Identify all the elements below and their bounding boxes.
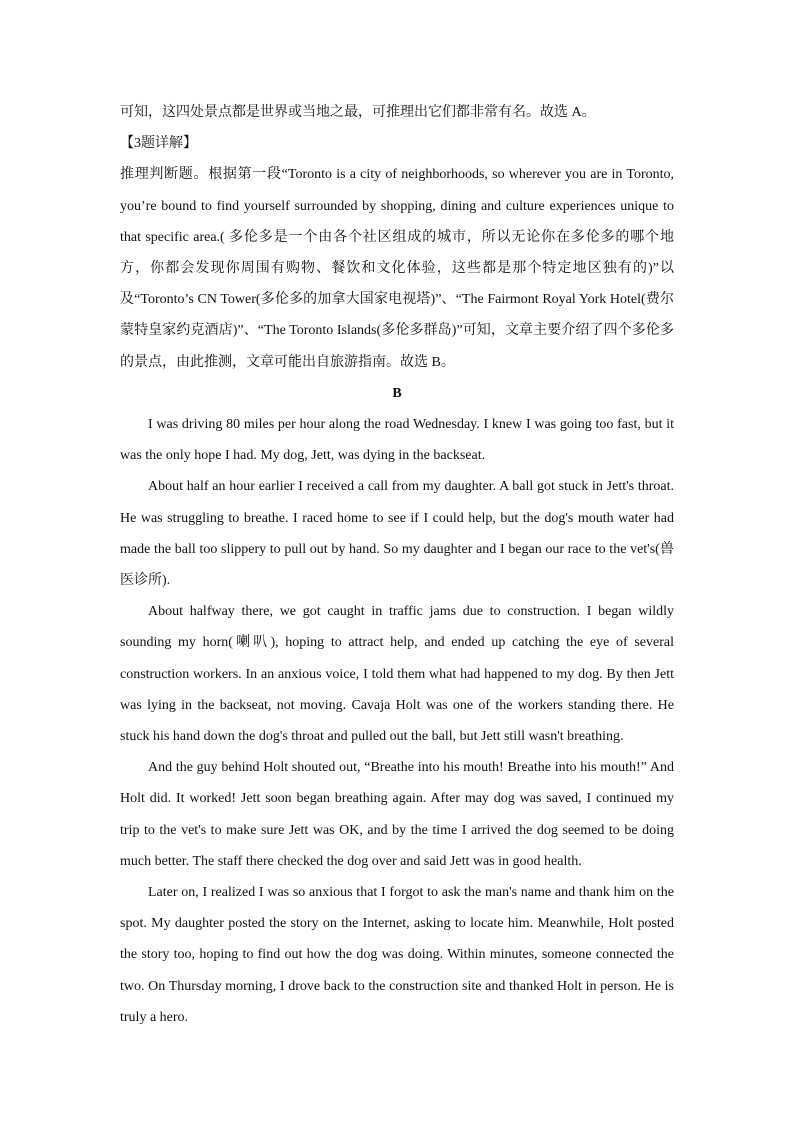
question-3-title: 【3题详解】 — [120, 136, 197, 152]
passage-paragraph-1: I was driving 80 miles per hour along the road Wednesday. I knew I was going too fast, but it was the only hope I had. My dog, Jett, was dying in the backseat. — [120, 417, 674, 464]
question-3-explanation: 推理判断题。根据第一段“Toronto is a city of neighborhoods, so wherever you are in Toronto, you’re bound to find yourself surrounded by shopping, dining and culture experiences unique to that specific area.( 多伦多是一个由各个社区组成的城市，所以无论你在多伦多的哪个地方，你都会发现你周围有购物、餐饮和文化体验，这些都是那个特定地区独有的)”以及“Toronto’s CN Tower(多伦多的加拿大国家电视塔)”、“The Fairmont Royal York Hotel(费尔蒙特皇家约克酒店)”、“The Toronto Islands(多伦多群岛)”可知，文章主要介绍了四个多伦多的景点，由此推测，文章可能出自旅游指南。故选 B。 — [120, 167, 674, 370]
passage-paragraph-2: About half an hour earlier I received a call from my daughter. A ball got stuck in Jett's throat. He was struggling to breathe. I raced home to see if I could help, but the dog's mouth water had made the ball too slippery to pull out by hand. So my daughter and I began our race to the vet's(兽医诊所). — [120, 479, 674, 589]
section-b-heading: B — [392, 385, 402, 401]
document-page — [120, 97, 674, 1033]
previous-answer-conclusion: 可知，这四处景点都是世界或当地之最，可推理出它们都非常有名。故选 A。 — [120, 105, 596, 120]
passage-paragraph-3: About halfway there, we got caught in traffic jams due to construction. I began wildly sounding my horn(喇叭), hoping to attract help, and ended up catching the eye of several construction workers. In an anxious voice, I told them what had happened to my dog. By then Jett was lying in the backseat, not moving. Cavaja Holt was one of the workers standing there. He stuck his hand down the dog's throat and pulled out the ball, but Jett still wasn't breathing. — [120, 604, 674, 745]
passage-paragraph-5: Later on, I realized I was so anxious that I forgot to ask the man's name and thank him on the spot. My daughter posted the story on the Internet, asking to locate him. Meanwhile, Holt posted the story too, hoping to find out how the dog was doing. Within minutes, someone connected the two. On Thursday morning, I drove back to the construction site and thanked Holt in person. He is truly a hero. — [120, 885, 674, 1025]
passage-paragraph-4: And the guy behind Holt shouted out, “Breathe into his mouth! Breathe into his mouth!” And Holt did. It worked! Jett soon began breathing again. After may dog was saved, I continued my trip to the vet's to make sure Jett was OK, and by the time I arrived the dog seemed to be doing much better. The staff there checked the dog over and said Jett was in good health. — [120, 760, 674, 869]
